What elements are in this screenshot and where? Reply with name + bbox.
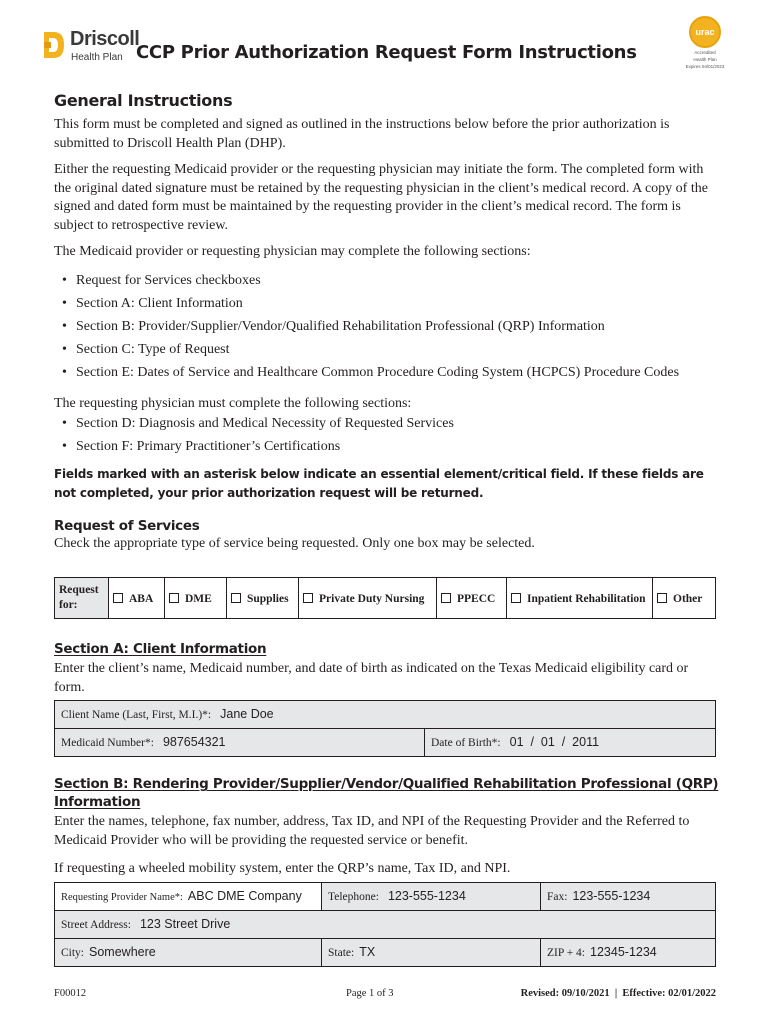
general-paragraph-3: The Medicaid provider or requesting physician may complete the following sections: [54,244,531,259]
service-option-private-duty-nursing[interactable]: Private Duty Nursing [299,578,437,619]
street-address-field[interactable] [55,911,716,939]
fax-field[interactable] [541,883,716,911]
fax-label: Fax: [547,891,568,903]
street-address-label: Street Address: [61,919,131,931]
requesting-provider-field[interactable] [55,883,322,911]
provider-sections-list [54,272,720,383]
checkbox-icon[interactable] [169,593,179,603]
list-item: • Section E: Dates of Service and Healthcare Common Procedure Coding System (HCPCS) Procedure Codes [54,364,720,383]
driscoll-logo-icon [42,30,66,60]
request-services-instruction: Check the appropriate type of service being requested. Only one box may be selected. [54,535,535,551]
list-item: • Section F: Primary Practitioner’s Certifications [54,438,720,457]
general-paragraph-4: The requesting physician must complete the following sections: [54,395,412,411]
list-item: • Request for Services checkboxes [54,272,720,291]
client-name-field[interactable] [55,701,716,729]
fax-value[interactable]: 123-555-1234 [572,889,651,903]
state-field[interactable] [322,939,541,967]
section-b-heading: Section B: Rendering Provider/Supplier/Vendor/Qualified Rehabilitation Professional (QRP) Information [54,776,719,810]
service-option-other[interactable]: Other [653,578,716,619]
telephone-label: Telephone: [328,891,379,903]
date-of-birth-value[interactable]: 01 / 01 / 2011 [509,735,600,749]
medicaid-number-value[interactable]: 987654321 [162,735,226,749]
requesting-provider-value[interactable]: ABC DME Company [187,889,302,903]
physician-sections-list [54,415,720,457]
urac-line-2: Health Plan [693,57,717,62]
list-item: • Section A: Client Information [54,295,720,314]
page-number: Page 1 of 3 [346,988,394,999]
wheeled-mobility-note: If requesting a wheeled mobility system, enter the QRP’s name, Tax ID, and NPI. [54,861,511,876]
instructions-content [54,91,720,553]
logo-subtitle: Health Plan [71,52,123,63]
request-for-label: Request for: [55,578,109,619]
section-a [54,640,720,697]
revision-info: Revised: 09/10/2021 | Effective: 02/01/2022 [520,988,716,999]
city-label: City: [61,947,85,959]
city-value[interactable]: Somewhere [89,945,156,959]
general-instructions-heading: General Instructions [54,91,233,110]
requesting-provider-label: Requesting Provider Name*: [61,892,183,903]
checkbox-icon[interactable] [511,593,521,603]
checkbox-icon[interactable] [113,593,123,603]
telephone-value[interactable]: 123-555-1234 [387,889,466,903]
list-item: • Section C: Type of Request [54,341,720,360]
request-services-heading: Request of Services [54,517,200,534]
date-of-birth-label: Date of Birth*: [431,737,501,749]
checkbox-icon[interactable] [657,593,667,603]
client-name-label: Client Name (Last, First, M.I.)*: [61,709,212,721]
service-option-dme[interactable]: DME [165,578,227,619]
form-code: F00012 [54,988,87,999]
provider-information-table [54,882,716,967]
service-option-supplies[interactable]: Supplies [227,578,299,619]
date-of-birth-field[interactable] [425,729,716,757]
city-field[interactable] [55,939,322,967]
urac-accreditation-badge [682,16,728,74]
medicaid-number-label: Medicaid Number*: [61,737,154,749]
state-value[interactable]: TX [359,945,376,959]
client-information-table [54,700,716,757]
zip-value[interactable]: 12345-1234 [590,945,657,959]
service-option-ppecc[interactable]: PPECC [437,578,507,619]
client-name-value[interactable]: Jane Doe [220,707,274,721]
section-a-instruction: Enter the client’s name, Medicaid number, and date of birth as indicated on the Texas Medicaid eligibility card or form. [54,661,689,695]
page-header [42,24,728,80]
list-item: • Section D: Diagnosis and Medical Necessity of Requested Services [54,415,720,434]
service-option-inpatient-rehabilitation[interactable]: Inpatient Rehabilitation [507,578,653,619]
section-a-heading: Section A: Client Information [54,641,267,657]
asterisk-note: Fields marked with an asterisk below indicate an essential element/critical field. If these fields are not completed, your prior authorization request will be returned. [54,466,704,500]
checkbox-icon[interactable] [303,593,313,603]
section-b-instruction: Enter the names, telephone, fax number, address, Tax ID, and NPI of the Requesting Provider and the Referred to Medicaid Provider who will be providing the requested service or benefit. [54,814,690,848]
urac-line-3: Expires 04/01/2023 [685,64,725,69]
urac-line-1: Accredited [694,50,716,55]
request-services-table [54,577,716,619]
page-title: CCP Prior Authorization Request Form Instructions [136,42,637,63]
street-address-value[interactable]: 123 Street Drive [139,917,231,931]
driscoll-logo [42,28,142,68]
logo-name: Driscoll [70,28,140,50]
urac-seal-text: urac [695,27,715,37]
state-label: State: [328,947,355,959]
general-paragraph-2: Either the requesting Medicaid provider or the requesting physician may initiate the form. The completed form with the original dated signature must be retained by the requesting physician in the client’s medical record. A copy of the signed and dated form must be maintained by the requesting provider in the client’s medical record. The form is subject to retrospective review. [54,162,708,233]
zip-field[interactable] [541,939,716,967]
general-paragraph-1: This form must be completed and signed as outlined in the instructions below before the prior authorization is submitted to Driscoll Health Plan (DHP). [54,117,670,151]
list-item: • Section B: Provider/Supplier/Vendor/Qualified Rehabilitation Professional (QRP) Information [54,318,720,337]
medicaid-number-field[interactable] [55,729,425,757]
urac-seal-icon [689,16,721,48]
telephone-field[interactable] [322,883,541,911]
checkbox-icon[interactable] [231,593,241,603]
section-b [54,775,720,879]
zip-label: ZIP + 4: [547,947,586,959]
checkbox-icon[interactable] [441,593,451,603]
service-option-aba[interactable]: ABA [109,578,165,619]
